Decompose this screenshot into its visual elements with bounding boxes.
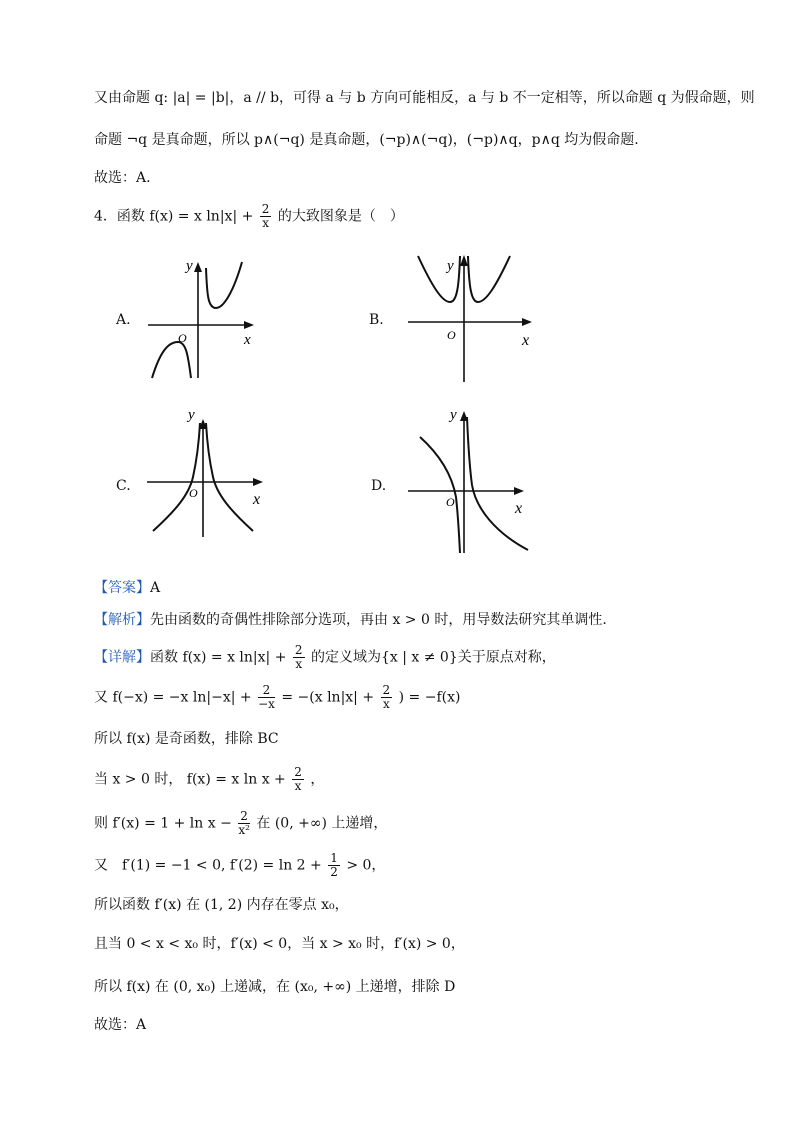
text-line-10 bbox=[94, 766, 324, 793]
question-4 bbox=[94, 203, 404, 230]
fraction: $\frac{2}{x}$ bbox=[294, 765, 302, 793]
option-d-label: D. bbox=[371, 478, 387, 494]
text-line-15: 所以 f(x) 在 (0, x₀) 上递减，在 (x₀, +∞) 上递增，排除 D bbox=[94, 979, 456, 995]
origin-label: O bbox=[189, 486, 198, 500]
detail-tail: 的定义域为{x | x ≠ 0}关于原点对称， bbox=[310, 649, 556, 666]
detail-line bbox=[94, 644, 556, 671]
y-axis-label: y bbox=[447, 258, 454, 274]
detail-stem: 函数 f(x) = x ln|x| + bbox=[150, 649, 287, 666]
option-b-graph bbox=[400, 250, 540, 385]
fraction: $\frac{2}{-x}$ bbox=[258, 683, 275, 711]
odd-check-part2: = −(x ln|x| + bbox=[281, 689, 375, 706]
answer-value: A bbox=[150, 580, 161, 596]
analysis-text: 先由函数的奇偶性排除部分选项，再由 x > 0 时，用导数法研究其单调性. bbox=[150, 612, 607, 628]
origin-label: O bbox=[447, 328, 456, 342]
detail-tag: 【详解】 bbox=[94, 649, 150, 666]
text-line-12 bbox=[94, 852, 385, 879]
derivative-values-tail: > 0， bbox=[346, 857, 386, 874]
option-a-label: A. bbox=[116, 312, 131, 328]
fraction: $\frac{2}{x}$ bbox=[261, 202, 270, 230]
x-axis-label: x bbox=[515, 500, 523, 517]
origin-label: O bbox=[178, 331, 187, 345]
option-c-label: C. bbox=[116, 478, 131, 494]
x-axis-label: x bbox=[253, 491, 261, 508]
text-line-13: 所以函数 f′(x) 在 (1, 2) 内存在零点 x₀， bbox=[94, 897, 349, 913]
text-line-8 bbox=[94, 684, 460, 711]
text-line-9: 所以 f(x) 是奇函数，排除 BC bbox=[94, 731, 279, 747]
option-a-graph bbox=[140, 250, 265, 380]
odd-check-part1: 又 f(−x) = −x ln|−x| + bbox=[94, 689, 252, 706]
analysis-line bbox=[94, 610, 607, 630]
answer-tag: 【答案】 bbox=[94, 580, 150, 596]
fraction: $\frac{2}{x}$ bbox=[294, 643, 303, 671]
odd-check-part3: ) = −f(x) bbox=[398, 689, 461, 706]
fraction: $\frac{2}{\text{x²}}$ bbox=[238, 809, 250, 837]
text-line-2: 命题 ¬q 是真命题，所以 p∧(¬q) 是真命题，(¬p)∧(¬q)，(¬p)∧q，p∧q 均为假命题. bbox=[94, 132, 639, 148]
answer-line bbox=[94, 578, 160, 598]
fraction: $\frac{1}{2}$ bbox=[330, 851, 338, 879]
derivative-values: 又 f′(1) = −1 < 0, f′(2) = ln 2 + bbox=[94, 857, 322, 874]
text-line-1: 又由命题 q: |a| = |b|，a // b，可得 a 与 b 方向可能相反，a 与 b 不一定相等，所以命题 q 为假命题，则 bbox=[94, 90, 755, 106]
derivative-tail: 在 (0, +∞) 上递增， bbox=[256, 815, 388, 832]
y-axis-label: y bbox=[450, 407, 457, 423]
text-line-3: 故选：A. bbox=[94, 170, 151, 186]
fraction: $\frac{2}{x}$ bbox=[382, 683, 391, 711]
y-axis-label: y bbox=[186, 258, 193, 274]
question-4-tail: 的大致图象是（ ） bbox=[277, 208, 404, 225]
x-axis-label: x bbox=[522, 332, 530, 349]
text-line-11 bbox=[94, 810, 387, 837]
x-axis-label: x bbox=[244, 332, 251, 348]
option-b-label: B. bbox=[369, 312, 384, 328]
y-axis-label: y bbox=[188, 407, 195, 423]
text-line-16: 故选：A bbox=[94, 1017, 147, 1033]
positive-case: 当 x > 0 时， f(x) = x ln x + bbox=[94, 771, 286, 788]
option-d-graph bbox=[400, 405, 535, 555]
derivative: 则 f′(x) = 1 + ln x − bbox=[94, 815, 232, 832]
text-line-14: 且当 0 < x < x₀ 时，f′(x) < 0，当 x > x₀ 时，f′(x) > 0， bbox=[94, 936, 465, 952]
origin-label: O bbox=[446, 495, 455, 509]
positive-case-tail: ， bbox=[310, 771, 325, 788]
question-4-stem: 4．函数 f(x) = x ln|x| + bbox=[94, 208, 254, 225]
option-c-graph bbox=[145, 405, 270, 540]
analysis-tag: 【解析】 bbox=[94, 612, 150, 628]
